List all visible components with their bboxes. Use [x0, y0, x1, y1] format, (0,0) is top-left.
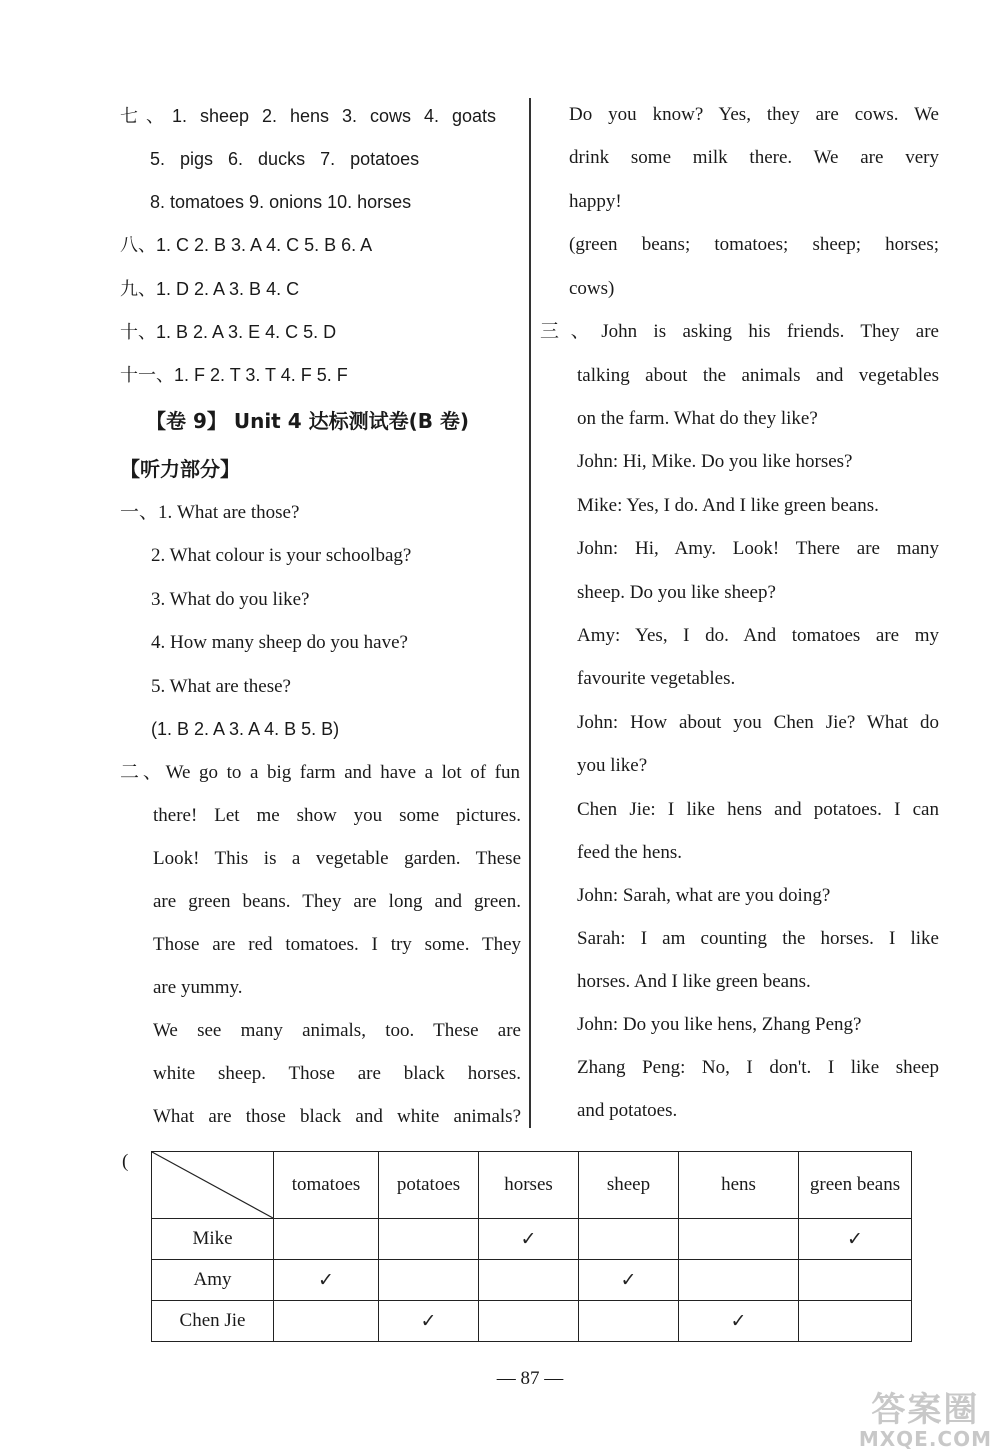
column-divider: [529, 98, 531, 1128]
r-line-9: John: Hi, Mike. Do you like horses?: [577, 451, 853, 472]
answer-table: [151, 1151, 912, 1342]
table-open-paren: (: [122, 1151, 129, 1172]
table-cell: [799, 1301, 912, 1342]
table-cell: ✓: [579, 1260, 679, 1301]
answer-line-10: 十、1. B 2. A 3. E 4. C 5. D: [120, 322, 337, 342]
table-cell: [379, 1260, 479, 1301]
answer-line-9: 九、1. D 2. A 3. B 4. C: [120, 279, 300, 299]
col-header: sheep: [579, 1152, 679, 1219]
listening-heading: 【听力部分】: [120, 457, 240, 481]
r-line-24: and potatoes.: [577, 1100, 678, 1121]
row-name: Mike: [152, 1219, 274, 1260]
r-line-12: sheep. Do you like sheep?: [577, 582, 776, 603]
q2-line-7: We see many animals, too. These are: [153, 1020, 521, 1041]
r-line-2: drink some milk there. We are very: [569, 147, 939, 168]
q1-line-1: 一、1. What are those?: [120, 502, 300, 523]
r-line-20: Sarah: I am counting the horses. I like: [577, 928, 939, 949]
table-corner-cell: [152, 1152, 274, 1219]
q2-line-5: Those are red tomatoes. I try some. They: [153, 934, 521, 955]
table-cell: ✓: [479, 1219, 579, 1260]
q2-line-2: there! Let me show you some pictures.: [153, 805, 521, 826]
q2-line-8: white sheep. Those are black horses.: [153, 1063, 521, 1084]
section-title: 【卷 9】 Unit 4 达标测试卷(B 卷): [146, 409, 470, 433]
q2-line-9: What are those black and white animals?: [153, 1106, 521, 1127]
q2-line-1: 二、We go to a big farm and have a lot of fun: [120, 762, 520, 783]
r-line-16: you like?: [577, 755, 648, 776]
table-cell: ✓: [274, 1260, 379, 1301]
answer-line-7: 七、1. sheep 2. hens 3. cows 4. goats: [120, 106, 496, 126]
r-line-19: John: Sarah, what are you doing?: [577, 885, 831, 906]
table-cell: [679, 1260, 799, 1301]
site-watermark: [858, 1390, 992, 1451]
q1-line-2: 2. What colour is your schoolbag?: [151, 545, 412, 566]
r-line-23: Zhang Peng: No, I don't. I like sheep: [577, 1057, 939, 1078]
r-line-15: John: How about you Chen Jie? What do: [577, 712, 939, 733]
answer-line-7b: 5. pigs 6. ducks 7. potatoes: [150, 149, 420, 169]
answer-line-11: 十一、1. F 2. T 3. T 4. F 5. F: [120, 365, 348, 385]
table-cell: [579, 1301, 679, 1342]
q2-line-6: are yummy.: [153, 977, 243, 998]
r-line-3: happy!: [569, 191, 622, 212]
q1-line-4: 4. How many sheep do you have?: [151, 632, 408, 653]
watermark-logo-text: 答案圈: [871, 1390, 980, 1431]
r-line-13: Amy: Yes, I do. And tomatoes are my: [577, 625, 939, 646]
table-cell: [479, 1301, 579, 1342]
table-cell: [274, 1219, 379, 1260]
r-line-8: on the farm. What do they like?: [577, 408, 818, 429]
table-cell: ✓: [799, 1219, 912, 1260]
q1-line-5: 5. What are these?: [151, 676, 291, 697]
table-header-row: [152, 1152, 912, 1219]
r-line-10: Mike: Yes, I do. And I like green beans.: [577, 495, 879, 516]
col-header: potatoes: [379, 1152, 479, 1219]
page-number: — 87 —: [496, 1368, 564, 1389]
row-name: Amy: [152, 1260, 274, 1301]
r-line-21: horses. And I like green beans.: [577, 971, 811, 992]
col-header: green beans: [799, 1152, 912, 1219]
r-line-14: favourite vegetables.: [577, 668, 736, 689]
r-line-4: (green beans; tomatoes; sheep; horses;: [569, 234, 939, 255]
table-cell: ✓: [679, 1301, 799, 1342]
r-line-5: cows): [569, 278, 615, 299]
r-line-18: feed the hens.: [577, 842, 682, 863]
table-cell: [679, 1219, 799, 1260]
r-line-22: John: Do you like hens, Zhang Peng?: [577, 1014, 862, 1035]
q2-line-4: are green beans. They are long and green.: [153, 891, 521, 912]
table-row: [152, 1219, 912, 1260]
r-line-1: Do you know? Yes, they are cows. We: [569, 104, 939, 125]
r-line-6: 三、John is asking his friends. They are: [540, 321, 939, 342]
table-cell: [799, 1260, 912, 1301]
r-line-17: Chen Jie: I like hens and potatoes. I can: [577, 799, 939, 820]
watermark-url: MXQE.COM: [858, 1427, 992, 1451]
table-cell: [479, 1260, 579, 1301]
table-cell: [579, 1219, 679, 1260]
table-row: [152, 1260, 912, 1301]
table-cell: [379, 1219, 479, 1260]
answer-line-8: 八、1. C 2. B 3. A 4. C 5. B 6. A: [120, 235, 373, 255]
answer-line-7c: 8. tomatoes 9. onions 10. horses: [150, 192, 412, 212]
q1-line-3: 3. What do you like?: [151, 589, 310, 610]
table-row: [152, 1301, 912, 1342]
q2-line-3: Look! This is a vegetable garden. These: [153, 848, 521, 869]
col-header: tomatoes: [274, 1152, 379, 1219]
col-header: hens: [679, 1152, 799, 1219]
table-cell: ✓: [379, 1301, 479, 1342]
diagonal-line: [152, 1152, 273, 1218]
r-line-11: John: Hi, Amy. Look! There are many: [577, 538, 939, 559]
q1-answers: (1. B 2. A 3. A 4. B 5. B): [151, 719, 340, 739]
col-header: horses: [479, 1152, 579, 1219]
table-cell: [274, 1301, 379, 1342]
r-line-7: talking about the animals and vegetables: [577, 365, 939, 386]
row-name: Chen Jie: [152, 1301, 274, 1342]
